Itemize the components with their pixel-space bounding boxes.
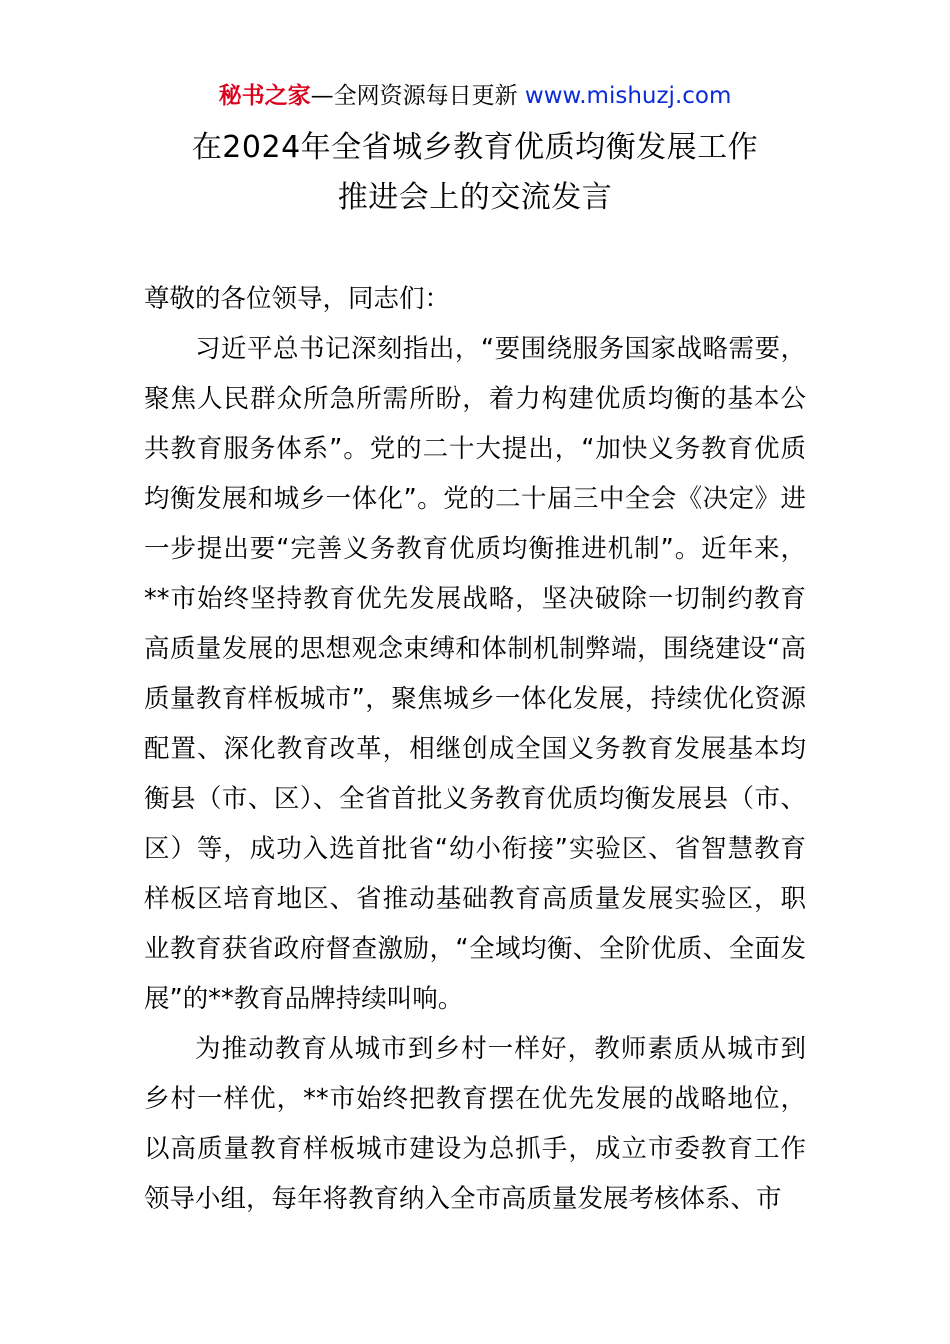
site-url-link[interactable]: www.mishuzj.com — [524, 83, 732, 109]
document-body — [144, 274, 806, 1224]
brand-name: 秘书之家 — [218, 83, 311, 109]
salutation: 尊敬的各位领导，同志们： — [144, 284, 451, 314]
document-title-line-2: 推进会上的交流发言 — [337, 180, 613, 215]
header-tagline: —全网资源每日更新 — [310, 83, 525, 109]
body-paragraph: 习近平总书记深刻指出，“要围绕服务国家战略需要，聚焦人民群众所急所需所盼，着力构建优质均衡的基本公共教育服务体系”。党的二十大提出，“加快义务教育优质均衡发展和城乡一体化”。党的二十届三中全会《决定》进一步提出要“完善义务教育优质均衡推进机制”。近年来，**市始终坚持教育优先发展战略，坚决破除一切制约教育高质量发展的思想观念束缚和体制机制弊端，围绕建设“高质量教育样板城市”，聚焦城乡一体化发展，持续优化资源配置、深化教育改革，相继创成全国义务教育发展基本均衡县（市、区）、全省首批义务教育优质均衡发展县（市、区）等，成功入选首批省“幼小衔接”实验区、省智慧教育样板区培育地区、省推动基础教育高质量发展实验区，职业教育获省政府督查激励，“全域均衡、全阶优质、全面发展”的**教育品牌持续叫响。 — [144, 334, 806, 1014]
body-paragraph: 为推动教育从城市到乡村一样好，教师素质从城市到乡村一样优，**市始终把教育摆在优先发展的战略地位，以高质量教育样板城市建设为总抓手，成立市委教育工作领导小组，每年将教育纳入全市高质量发展考核体系、市 — [144, 1034, 806, 1214]
document-title-line-1: 在2024年全省城乡教育优质均衡发展工作 — [191, 130, 759, 165]
site-header — [0, 80, 950, 112]
